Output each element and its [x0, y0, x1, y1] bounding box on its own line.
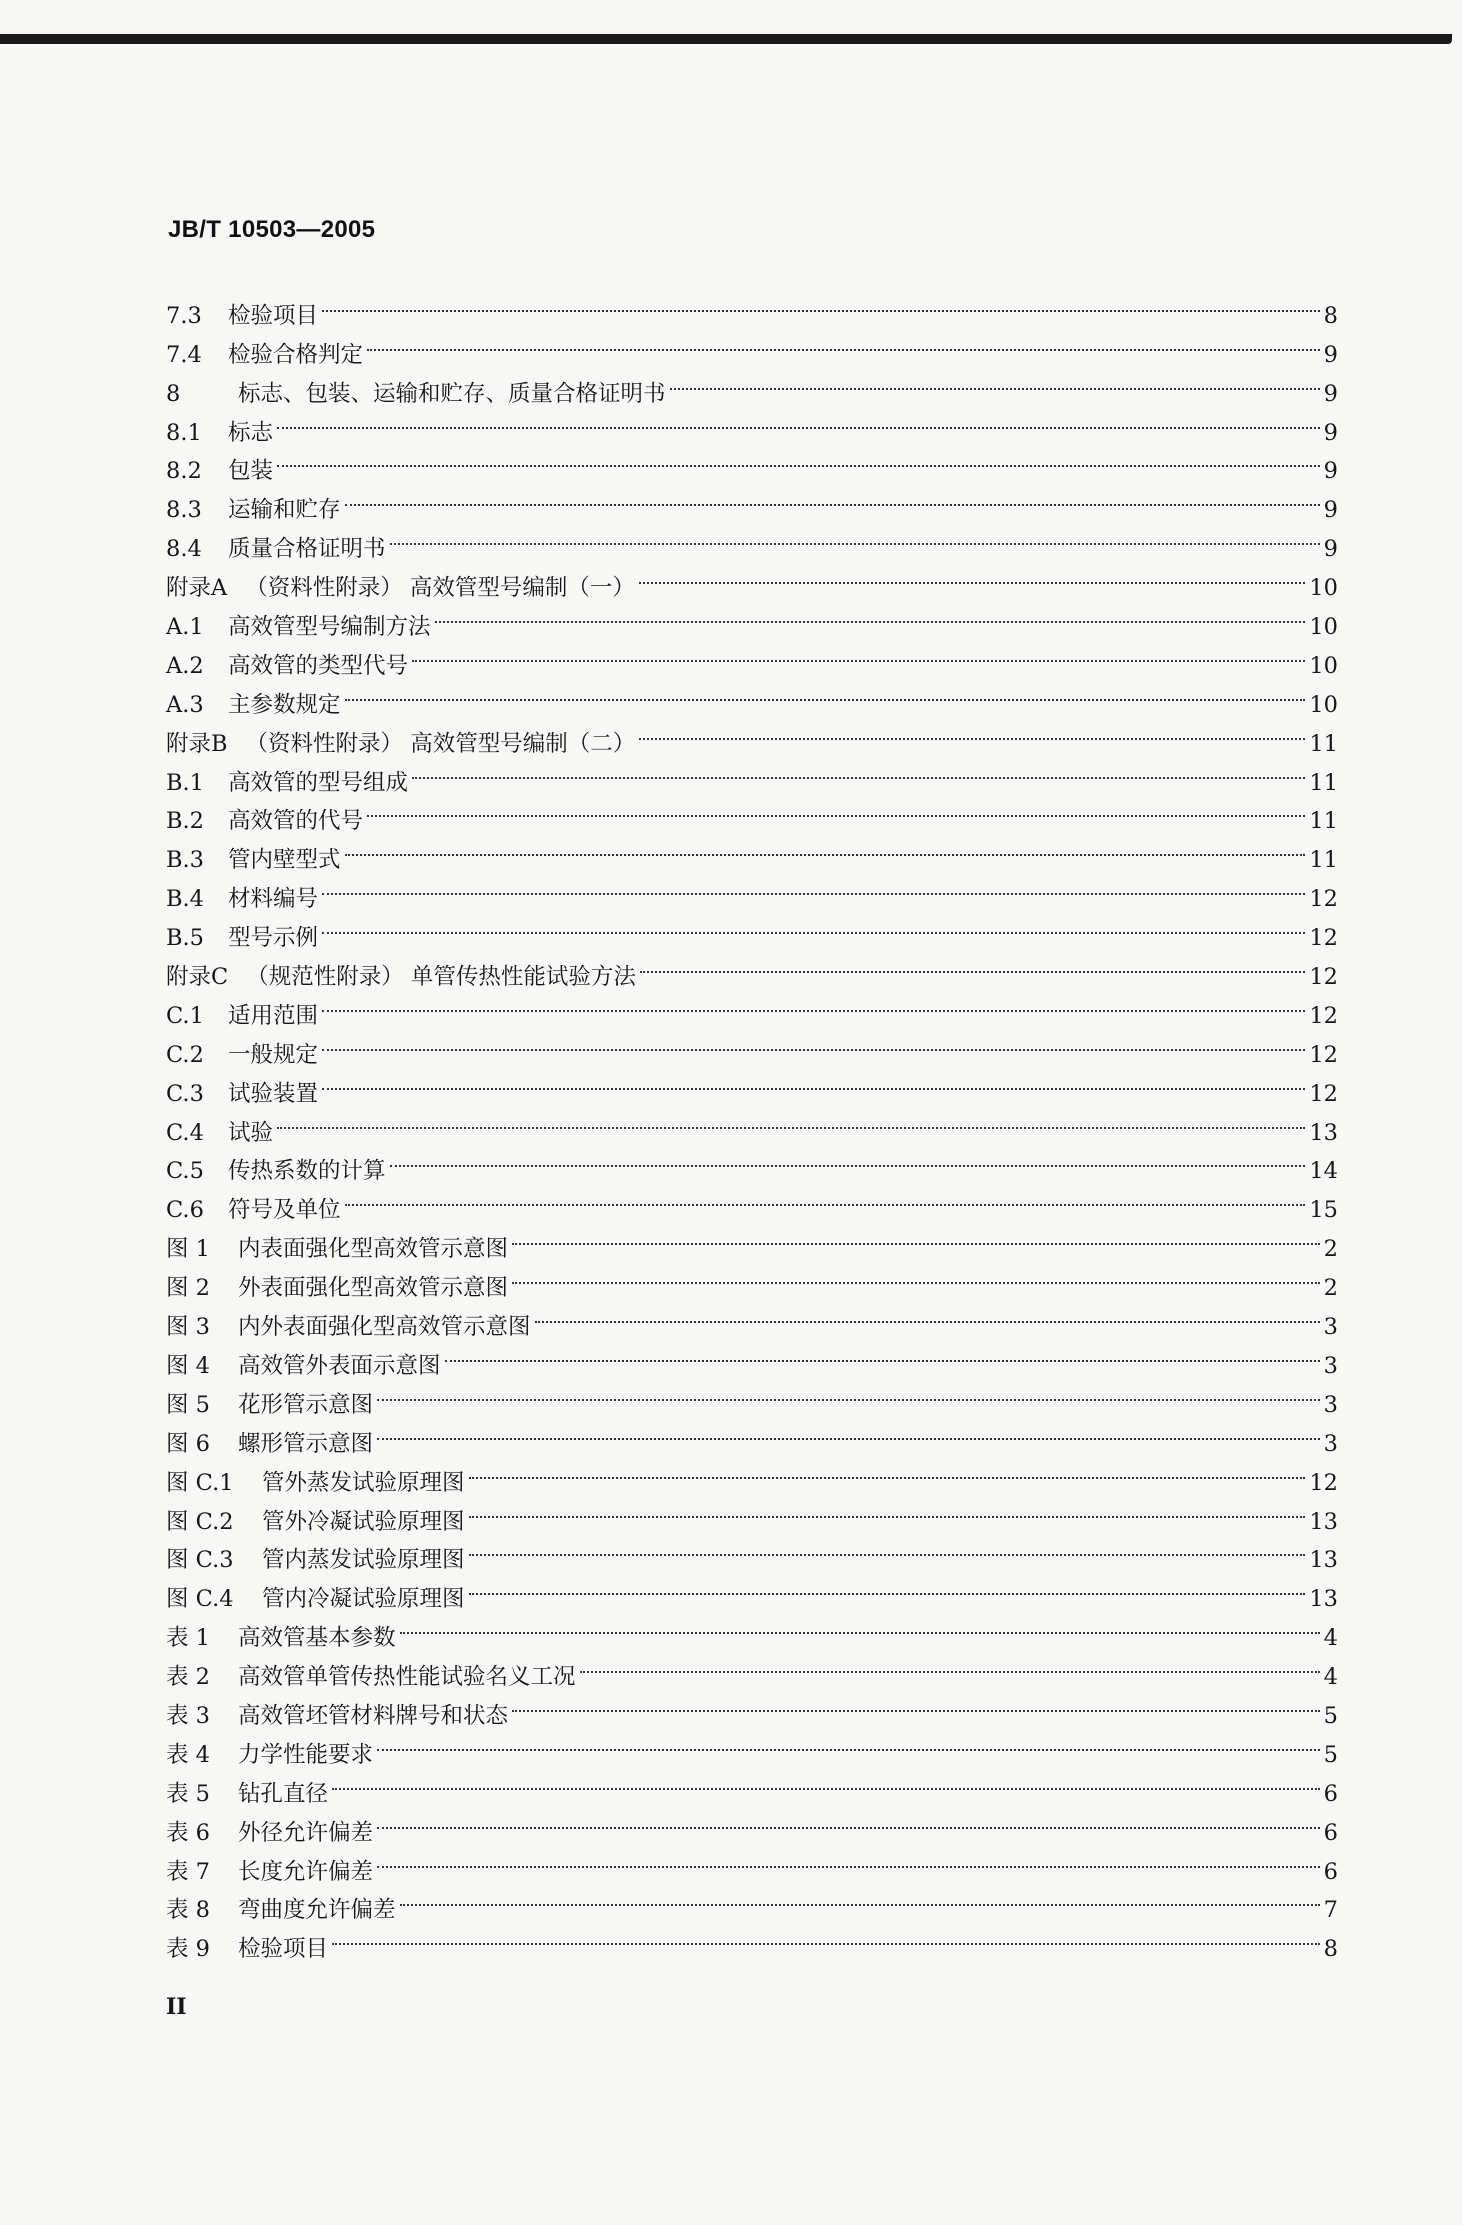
toc-dot-leader: [512, 1217, 1320, 1256]
toc-dot-leader: [332, 1762, 1320, 1801]
toc-dot-leader: [322, 984, 1305, 1023]
toc-entry-page: 14: [1309, 1158, 1338, 1185]
toc-entry-number: 表 7: [166, 1858, 210, 1885]
toc-entry-page: 4: [1323, 1664, 1338, 1691]
toc-entry: [166, 401, 1338, 446]
toc-entry-page: 9: [1323, 458, 1338, 485]
toc-dot-leader: [277, 1101, 1305, 1140]
page-number: II: [166, 1994, 187, 2020]
toc-entry-number: 图 6: [166, 1430, 210, 1457]
toc-dot-leader: [345, 828, 1306, 867]
toc-entry-number: 7.3: [166, 302, 202, 329]
toc-entry-number: 表 3: [166, 1702, 210, 1729]
toc-entry-title: 质量合格证明书: [228, 536, 386, 563]
toc-entry-page: 11: [1309, 730, 1338, 757]
toc-entry: [166, 712, 1338, 757]
toc-entry-number: A.1: [166, 614, 204, 641]
toc-entry-number: A.2: [166, 652, 204, 679]
toc-entry-number: A.3: [166, 691, 204, 718]
toc-dot-leader: [367, 323, 1320, 362]
toc-dot-leader: [512, 1684, 1320, 1723]
toc-entry: [166, 478, 1338, 524]
toc-entry: [166, 1023, 1338, 1068]
toc-entry-page: 6: [1323, 1780, 1338, 1807]
toc-entry-page: 7: [1323, 1897, 1338, 1924]
toc-entry-number: 8.1: [166, 419, 202, 446]
toc-entry-number: 8.2: [166, 458, 202, 485]
toc-entry: [166, 440, 1338, 485]
toc-entry-page: 10: [1309, 691, 1338, 718]
toc-dot-leader: [390, 517, 1320, 556]
toc-entry-title: 试验装置: [228, 1080, 319, 1107]
toc-entry-title: 高效管的型号组成: [228, 769, 409, 796]
toc-entry: [166, 1217, 1338, 1263]
toc-entry-title: 高效管的类型代号: [228, 652, 409, 679]
toc-entry-page: 12: [1309, 1080, 1338, 1107]
toc-entry-page: 5: [1323, 1741, 1338, 1768]
toc-entry-title: 标志、包装、运输和贮存、质量合格证明书: [238, 380, 666, 407]
toc-dot-leader: [580, 1645, 1320, 1684]
toc-entry-title: （规范性附录） 单管传热性能试验方法: [246, 964, 636, 991]
toc-dot-leader: [445, 1334, 1320, 1373]
toc-entry-number: B.3: [166, 847, 205, 874]
toc-dot-leader: [322, 1062, 1305, 1101]
toc-entry-title: （资料性附录） 高效管型号编制（一）: [245, 575, 635, 602]
toc-entry-title: 型号示例: [228, 925, 319, 952]
toc-entry-page: 12: [1309, 1002, 1338, 1029]
toc-entry: [166, 517, 1338, 563]
toc-entry-title: 运输和贮存: [228, 497, 341, 524]
toc-entry-page: 12: [1309, 1041, 1338, 1068]
toc-entry-number: 表 4: [166, 1741, 210, 1768]
toc-dot-leader: [277, 440, 1320, 479]
toc-entry-title: 内表面强化型高效管示意图: [238, 1236, 509, 1263]
toc-entry-title: 管外冷凝试验原理图: [262, 1508, 465, 1535]
toc-dot-leader: [377, 1412, 1320, 1451]
toc-entry-title: 材料编号: [228, 886, 319, 913]
toc-entry-title: 试验: [228, 1119, 274, 1146]
toc-dot-leader: [322, 867, 1305, 906]
toc-entry: [166, 867, 1338, 913]
toc-dot-leader: [640, 945, 1305, 984]
toc-entry-number: C.5: [166, 1158, 204, 1185]
toc-entry-page: 13: [1309, 1547, 1338, 1574]
toc-entry-number: 7.4: [166, 341, 202, 368]
toc-entry-title: 管内蒸发试验原理图: [262, 1547, 465, 1574]
toc-entry-number: 图 C.4: [166, 1586, 234, 1613]
toc-entry-number: 8.3: [166, 497, 202, 524]
toc-entry-page: 6: [1323, 1858, 1338, 1885]
toc-entry: [166, 1140, 1338, 1185]
top-rule: [0, 34, 1452, 44]
toc-entry-page: 10: [1309, 614, 1338, 641]
toc-entry-page: 13: [1309, 1508, 1338, 1535]
toc-entry-title: 传热系数的计算: [228, 1158, 386, 1185]
toc-entry-title: 高效管坯管材料牌号和状态: [238, 1702, 509, 1729]
toc-entry: [166, 984, 1338, 1029]
toc-entry-number: 图 5: [166, 1391, 210, 1418]
toc-entry-page: 11: [1309, 769, 1338, 796]
toc-dot-leader: [322, 906, 1305, 945]
toc-dot-leader: [469, 1451, 1306, 1490]
toc-entry-title: 高效管单管传热性能试验名义工况: [238, 1664, 576, 1691]
toc-entry-page: 10: [1309, 575, 1338, 602]
toc-entry: [166, 1101, 1338, 1146]
toc-entry-number: 图 C.2: [166, 1508, 234, 1535]
toc-entry-title: 检验项目: [238, 1936, 329, 1963]
toc-entry-page: 6: [1323, 1819, 1338, 1846]
toc-entry-title: 检验项目: [228, 302, 319, 329]
toc-dot-leader: [377, 1801, 1320, 1840]
toc-dot-leader: [670, 362, 1320, 401]
toc-entry-title: 高效管基本参数: [238, 1625, 396, 1652]
toc-entry-title: 高效管的代号: [228, 808, 364, 835]
toc-entry-title: （资料性附录） 高效管型号编制（二）: [245, 730, 636, 757]
toc-entry-number: B.2: [166, 808, 205, 835]
toc-entry-title: 包装: [228, 458, 274, 485]
toc-entry-title: 标志: [228, 419, 274, 446]
toc-entry-title: 钻孔直径: [238, 1780, 329, 1807]
toc-entry-page: 12: [1309, 886, 1338, 913]
toc-entry-number: 图 4: [166, 1352, 210, 1379]
toc-entry-page: 3: [1323, 1430, 1338, 1457]
toc-dot-leader: [345, 478, 1320, 517]
toc-dot-leader: [469, 1529, 1306, 1568]
toc-entry-title: 符号及单位: [228, 1197, 341, 1224]
toc-dot-leader: [377, 1723, 1320, 1762]
toc-entry-page: 2: [1323, 1275, 1338, 1302]
toc-entry-number: 附录C: [166, 964, 229, 991]
toc-entry-page: 9: [1323, 419, 1338, 446]
toc-dot-leader: [535, 1295, 1320, 1334]
toc-entry-title: 高效管外表面示意图: [238, 1352, 441, 1379]
toc-entry-number: 图 2: [166, 1275, 210, 1302]
toc-dot-leader: [400, 1606, 1320, 1645]
toc-entry: [166, 1762, 1338, 1807]
toc-entry: [166, 906, 1338, 952]
toc-entry-page: 12: [1309, 925, 1338, 952]
toc-entry-page: 15: [1309, 1197, 1338, 1224]
toc-dot-leader: [400, 1879, 1320, 1918]
toc-entry-number: C.6: [166, 1197, 204, 1224]
toc-entry-title: 主参数规定: [228, 691, 341, 718]
table-of-contents: [166, 284, 1338, 1963]
toc-entry-page: 11: [1309, 847, 1338, 874]
document-code: JB/T 10503—2005: [168, 216, 376, 243]
toc-entry: [166, 1801, 1338, 1846]
toc-entry-number: B.5: [166, 925, 205, 952]
toc-entry-title: 一般规定: [228, 1041, 319, 1068]
toc-entry-number: 附录A: [166, 575, 228, 602]
toc-entry: [166, 323, 1338, 368]
toc-entry-page: 10: [1309, 652, 1338, 679]
toc-entry-page: 13: [1309, 1119, 1338, 1146]
toc-dot-leader: [412, 634, 1305, 673]
toc-entry-number: C.3: [166, 1080, 204, 1107]
toc-dot-leader: [390, 1140, 1306, 1179]
toc-entry-page: 9: [1323, 497, 1338, 524]
toc-entry-number: C.2: [166, 1041, 204, 1068]
toc-dot-leader: [345, 1178, 1306, 1217]
toc-entry-title: 力学性能要求: [238, 1741, 374, 1768]
toc-dot-leader: [639, 712, 1305, 751]
toc-entry-page: 9: [1323, 380, 1338, 407]
toc-dot-leader: [639, 556, 1305, 595]
toc-entry: [166, 1062, 1338, 1107]
toc-entry-title: 管内冷凝试验原理图: [262, 1586, 465, 1613]
toc-entry-number: 8.4: [166, 536, 202, 563]
toc-entry-page: 9: [1323, 341, 1338, 368]
toc-dot-leader: [412, 751, 1305, 790]
toc-entry-page: 13: [1309, 1586, 1338, 1613]
toc-entry-number: 表 8: [166, 1897, 210, 1924]
toc-entry-number: 表 9: [166, 1936, 210, 1963]
toc-dot-leader: [367, 790, 1305, 829]
toc-dot-leader: [277, 401, 1320, 440]
toc-entry-page: 9: [1323, 536, 1338, 563]
toc-dot-leader: [322, 284, 1320, 323]
toc-dot-leader: [322, 1023, 1305, 1062]
toc-entry-title: 管内壁型式: [228, 847, 341, 874]
toc-entry-page: 8: [1323, 302, 1338, 329]
toc-dot-leader: [377, 1840, 1320, 1879]
toc-entry-number: 图 C.3: [166, 1547, 234, 1574]
toc-dot-leader: [332, 1917, 1320, 1956]
toc-entry-number: 图 3: [166, 1314, 210, 1341]
toc-entry: [166, 284, 1338, 329]
toc-entry-title: 内外表面强化型高效管示意图: [238, 1314, 531, 1341]
toc-entry-page: 2: [1323, 1236, 1338, 1263]
toc-entry-page: 3: [1323, 1391, 1338, 1418]
toc-entry-page: 8: [1323, 1936, 1338, 1963]
toc-entry-number: C.4: [166, 1119, 204, 1146]
toc-entry-number: 表 1: [166, 1625, 210, 1652]
toc-entry-title: 花形管示意图: [238, 1391, 374, 1418]
toc-dot-leader: [469, 1567, 1306, 1606]
toc-dot-leader: [345, 673, 1306, 712]
toc-entry-number: 附录B: [166, 730, 228, 757]
toc-entry-number: 表 5: [166, 1780, 210, 1807]
toc-entry-page: 4: [1323, 1625, 1338, 1652]
toc-entry-page: 5: [1323, 1702, 1338, 1729]
toc-entry-number: 图 1: [166, 1236, 210, 1263]
toc-dot-leader: [469, 1490, 1306, 1529]
toc-entry-number: B.4: [166, 886, 205, 913]
toc-entry-title: 外径允许偏差: [238, 1819, 374, 1846]
toc-dot-leader: [435, 595, 1306, 634]
toc-entry-number: C.1: [166, 1002, 204, 1029]
toc-entry-page: 3: [1323, 1352, 1338, 1379]
toc-entry: [166, 1917, 1338, 1963]
toc-entry: [166, 945, 1338, 991]
toc-entry-title: 螺形管示意图: [238, 1430, 374, 1457]
toc-entry-number: B.1: [166, 769, 205, 796]
toc-entry-title: 适用范围: [228, 1002, 319, 1029]
toc-entry-title: 长度允许偏差: [238, 1858, 374, 1885]
toc-entry-title: 高效管型号编制方法: [228, 614, 431, 641]
toc-entry-number: 表 2: [166, 1664, 210, 1691]
toc-entry-page: 12: [1309, 964, 1338, 991]
toc-dot-leader: [377, 1373, 1320, 1412]
toc-entry-page: 3: [1323, 1314, 1338, 1341]
toc-entry-title: 弯曲度允许偏差: [238, 1897, 396, 1924]
toc-entry-title: 外表面强化型高效管示意图: [238, 1275, 509, 1302]
toc-entry-title: 检验合格判定: [228, 341, 364, 368]
toc-entry-page: 12: [1309, 1469, 1338, 1496]
toc-entry-number: 图 C.1: [166, 1469, 234, 1496]
toc-entry-number: 8: [166, 380, 181, 407]
toc-entry-number: 表 6: [166, 1819, 210, 1846]
toc-dot-leader: [512, 1256, 1320, 1295]
toc-entry-page: 11: [1309, 808, 1338, 835]
toc-entry-title: 管外蒸发试验原理图: [262, 1469, 465, 1496]
